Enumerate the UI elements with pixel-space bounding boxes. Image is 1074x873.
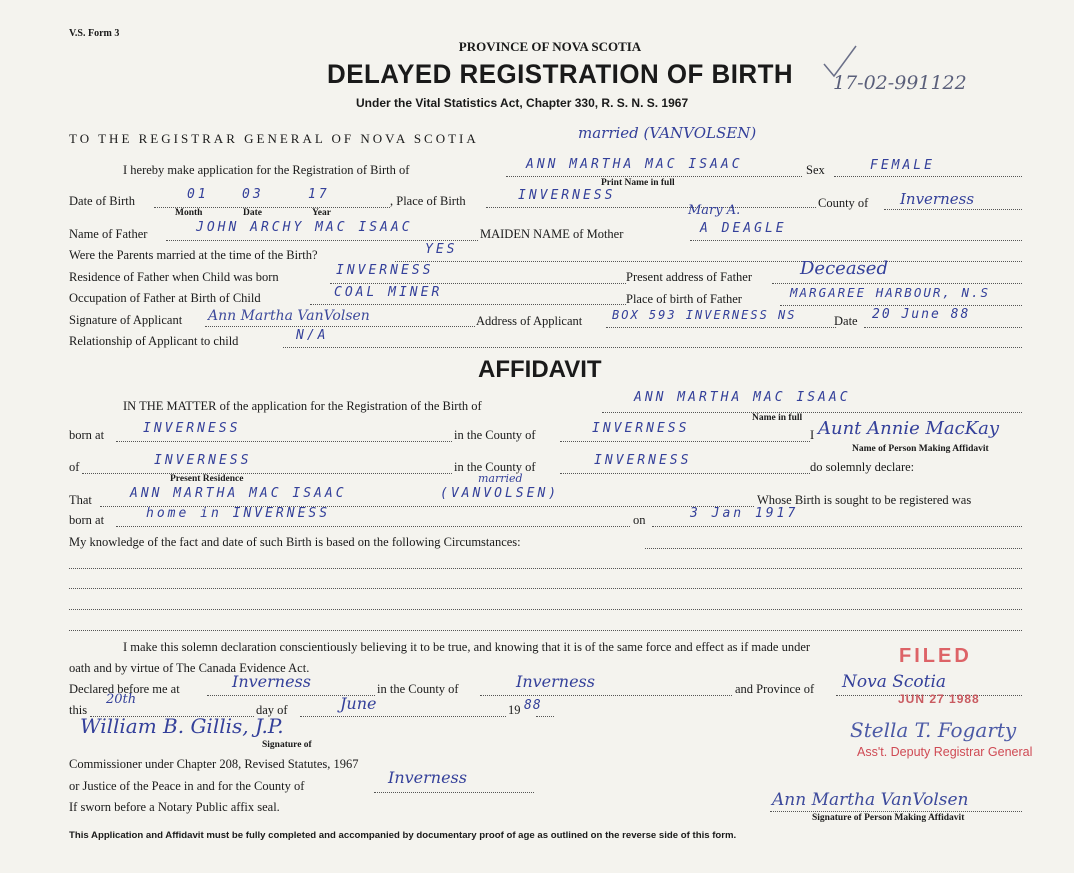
justice-label: or Justice of the Peace in and for the County of	[69, 779, 305, 793]
married-question: Were the Parents married at the time of the Birth?	[69, 248, 318, 262]
present-address-label: Present address of Father	[626, 270, 753, 284]
signature-of-caption: Signature of	[262, 740, 312, 750]
matter-label: IN THE MATTER of the application for the Registration of the Birth of	[123, 399, 482, 413]
notary-line: If sworn before a Notary Public affix seal.	[69, 800, 280, 814]
name-full-caption: Name in full	[752, 413, 803, 423]
day-of-label: day of	[256, 703, 288, 717]
filed-date: JUN 27 1988	[898, 692, 980, 706]
affidavit-heading: AFFIDAVIT	[478, 356, 602, 383]
sex-label: Sex	[806, 163, 825, 177]
that-name: ANN MARTHA MAC ISAAC	[130, 486, 347, 501]
in-county: INVERNESS	[592, 421, 690, 436]
commissioner-line: Commissioner under Chapter 208, Revised Statutes, 1967	[69, 757, 359, 771]
file-number: 17-02-991122	[833, 72, 967, 94]
born-at2: home in INVERNESS	[146, 506, 331, 521]
solemn-line-1: I make this solemn declaration conscientiously believing it to be true, and knowing that it is of the same force and effect as if made under	[123, 640, 811, 654]
declared-county: Inverness	[516, 672, 595, 691]
this-label: this	[69, 703, 88, 717]
dob-year: 17	[308, 187, 330, 202]
relationship-label: Relationship of Applicant to child	[69, 334, 239, 348]
mother-label: MAIDEN NAME of Mother	[480, 227, 624, 241]
addr-applicant: BOX 593 INVERNESS NS	[612, 308, 797, 322]
present-residence: INVERNESS	[154, 453, 252, 468]
that-married-insert: married	[478, 472, 523, 485]
i-label: I	[810, 428, 815, 442]
date-caption: Date	[243, 208, 262, 218]
that-married: (VANVOLSEN)	[440, 486, 560, 501]
solemn-line-2: oath and by virtue of The Canada Evidence Act.	[69, 661, 310, 675]
application-intro: I hereby make application for the Registration of Birth of	[123, 163, 410, 177]
married-answer: YES	[425, 242, 458, 257]
on-date: 3 Jan 1917	[690, 506, 799, 521]
document-title: DELAYED REGISTRATION OF BIRTH	[327, 59, 794, 89]
sought-label: Whose Birth is sought to be registered was	[757, 493, 972, 507]
dob-month: 01	[187, 187, 209, 202]
footer-note: This Application and Affidavit must be fully completed and accompanied by documentary proof of age as outlined on the reverse side of this form.	[69, 830, 737, 841]
document-subtitle: Under the Vital Statistics Act, Chapter 330, R. S. N. S. 1967	[356, 96, 689, 110]
residence-father: INVERNESS	[336, 263, 434, 278]
applicant-signature: Ann Martha VanVolsen	[208, 308, 370, 324]
mother-name: A DEAGLE	[700, 221, 787, 236]
born-at2-label: born at	[69, 513, 105, 527]
print-name-caption: Print Name in full	[601, 178, 675, 188]
province-label: and Province of	[735, 682, 815, 696]
occupation-label: Occupation of Father at Birth of Child	[69, 291, 261, 305]
deponent-name: Aunt Annie MacKay	[818, 418, 1000, 439]
born-at: INVERNESS	[143, 421, 241, 436]
province-heading: PROVINCE OF NOVA SCOTIA	[458, 39, 642, 54]
month-caption: Month	[175, 208, 203, 218]
father-birthplace: MARGAREE HARBOUR, N.S	[790, 285, 991, 300]
month-value: June	[340, 694, 377, 713]
father-label: Name of Father	[69, 227, 148, 241]
in-county2-label: in the County of	[454, 460, 536, 474]
father-name: JOHN ARCHY MAC ISAAC	[196, 220, 413, 235]
year-caption: Year	[312, 208, 331, 218]
year-prefix: 19	[508, 703, 521, 717]
father-birthplace-label: Place of birth of Father	[626, 292, 742, 306]
place-of-birth-label: , Place of Birth	[390, 194, 466, 208]
present-address: Deceased	[800, 258, 888, 279]
born-at-label: born at	[69, 428, 105, 442]
commissioner-signature: William B. Gillis, J.P.	[80, 714, 284, 738]
on-label: on	[633, 513, 646, 527]
matter-name: ANN MARTHA MAC ISAAC	[634, 390, 851, 405]
sex-value: FEMALE	[870, 158, 935, 173]
sig-applicant-label: Signature of Applicant	[69, 313, 183, 327]
to-registrar-line: TO THE REGISTRAR GENERAL OF NOVA SCOTIA	[69, 131, 479, 146]
married-note: married (VANVOLSEN)	[578, 124, 757, 142]
declared-at: Inverness	[232, 672, 311, 691]
in-county2: INVERNESS	[594, 453, 692, 468]
year-value: 88	[524, 698, 542, 713]
declared-province: Nova Scotia	[842, 672, 947, 692]
county-label-2: in the County of	[377, 682, 459, 696]
dob-day: 03	[242, 187, 264, 202]
residence-father-label: Residence of Father when Child was born	[69, 270, 279, 284]
knowledge-label: My knowledge of the fact and date of such Birth is based on the following Circumstances:	[69, 535, 521, 549]
deponent-caption: Name of Person Making Affidavit	[852, 444, 989, 454]
filed-stamp: FILED	[899, 645, 972, 667]
registrar-signature: Stella T. Fogarty	[850, 718, 1017, 742]
date-label: Date	[834, 314, 858, 328]
declare-label: do solemnly declare:	[810, 460, 915, 474]
in-county-label: in the County of	[454, 428, 536, 442]
residence-caption: Present Residence	[170, 474, 244, 484]
deponent-signature-caption: Signature of Person Making Affidavit	[812, 813, 965, 823]
county-value: Inverness	[900, 190, 975, 208]
child-name: ANN MARTHA MAC ISAAC	[526, 157, 743, 172]
of-label: of	[69, 460, 80, 474]
justice-county: Inverness	[388, 768, 467, 787]
form-number: V.S. Form 3	[69, 28, 120, 39]
dob-label: Date of Birth	[69, 194, 135, 208]
check-mark-icon	[820, 42, 860, 82]
day-value: 20th	[106, 692, 137, 707]
occupation: COAL MINER	[334, 285, 443, 300]
mother-insert: Mary A.	[688, 203, 741, 218]
registrar-title: Ass't. Deputy Registrar General	[857, 745, 1033, 759]
county-label: County of	[818, 196, 869, 210]
relationship: N/A	[296, 328, 329, 343]
place-of-birth: INVERNESS	[518, 188, 616, 203]
application-date: 20 June 88	[872, 307, 971, 322]
that-label: That	[69, 493, 92, 507]
declared-label: Declared before me at	[69, 682, 180, 696]
deponent-signature: Ann Martha VanVolsen	[772, 790, 969, 810]
addr-applicant-label: Address of Applicant	[476, 314, 583, 328]
